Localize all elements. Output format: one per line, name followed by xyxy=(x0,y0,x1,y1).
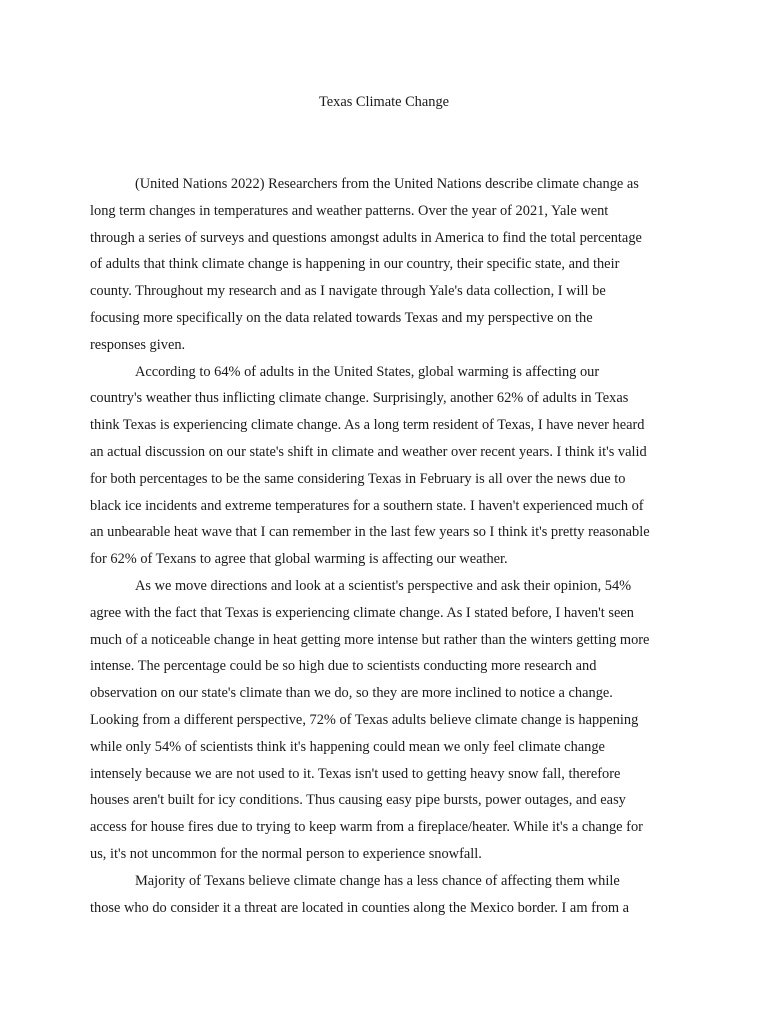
paragraph-line: intense. The percentage could be so high due to scientists conducting more research and xyxy=(90,658,597,675)
paragraph-line: Majority of Texans believe climate change has a less chance of affecting them while xyxy=(135,872,620,889)
paragraph-line: think Texas is experiencing climate change. As a long term resident of Texas, I have never heard xyxy=(90,417,645,434)
paragraph-line: According to 64% of adults in the United States, global warming is affecting our xyxy=(135,363,600,380)
paragraph-line: while only 54% of scientists think it's happening could mean we only feel climate change xyxy=(90,738,605,755)
paragraph-line: As we move directions and look at a scientist's perspective and ask their opinion, 54% xyxy=(135,577,632,594)
paragraph-line: (United Nations 2022) Researchers from the United Nations describe climate change as xyxy=(135,176,639,192)
paragraph-line: of adults that think climate change is happening in our country, their specific state, and their xyxy=(90,256,620,273)
paragraph-line: much of a noticeable change in heat getting more intense but rather than the winters getting more xyxy=(90,631,650,648)
paragraph-1 xyxy=(90,171,680,359)
document-title: Texas Climate Change xyxy=(318,94,450,110)
paragraph-line: through a series of surveys and questions amongst adults in America to find the total percentage xyxy=(90,229,642,246)
paragraph-line: Looking from a different perspective, 72% of Texas adults believe climate change is happening xyxy=(90,711,639,728)
paragraph-2 xyxy=(90,359,680,573)
paragraph-line: country's weather thus inflicting climate change. Surprisingly, another 62% of adults in Texas xyxy=(90,390,629,407)
paragraph-line: county. Throughout my research and as I navigate through Yale's data collection, I will be xyxy=(90,283,606,300)
paragraph-3 xyxy=(90,573,680,868)
paragraph-line: for both percentages to be the same considering Texas in February is all over the news due to xyxy=(90,470,626,487)
paragraph-line: intensely because we are not used to it. Texas isn't used to getting heavy snow fall, therefore xyxy=(90,765,621,782)
paragraph-line: an actual discussion on our state's shift in climate and weather over recent years. I think it's valid xyxy=(90,443,647,460)
paragraph-line: long term changes in temperatures and weather patterns. Over the year of 2021, Yale went xyxy=(90,202,609,219)
paragraph-line: us, it's not uncommon for the normal person to experience snowfall. xyxy=(90,845,482,862)
paragraph-line: an unbearable heat wave that I can remember in the last few years so I think it's pretty reasonable xyxy=(90,524,650,541)
paragraph-4 xyxy=(90,868,680,922)
paragraph-line: for 62% of Texans to agree that global warming is affecting our weather. xyxy=(90,551,508,568)
document-body xyxy=(90,171,680,921)
paragraph-line: access for house fires due to trying to keep warm from a fireplace/heater. While it's a change for xyxy=(90,819,643,836)
paragraph-line: focusing more specifically on the data related towards Texas and my perspective on the xyxy=(90,309,593,326)
paragraph-line: those who do consider it a threat are located in counties along the Mexico border. I am from a xyxy=(90,899,630,916)
paragraph-line: black ice incidents and extreme temperatures for a southern state. I haven't experienced much of xyxy=(90,497,644,514)
paragraph-line: observation on our state's climate than we do, so they are more inclined to notice a change. xyxy=(90,685,613,702)
paragraph-line: responses given. xyxy=(90,336,186,353)
paragraph-line: houses aren't built for icy conditions. Thus causing easy pipe bursts, power outages, and easy xyxy=(90,792,626,809)
paragraph-line: agree with the fact that Texas is experiencing climate change. As I stated before, I haven't seen xyxy=(90,604,634,621)
